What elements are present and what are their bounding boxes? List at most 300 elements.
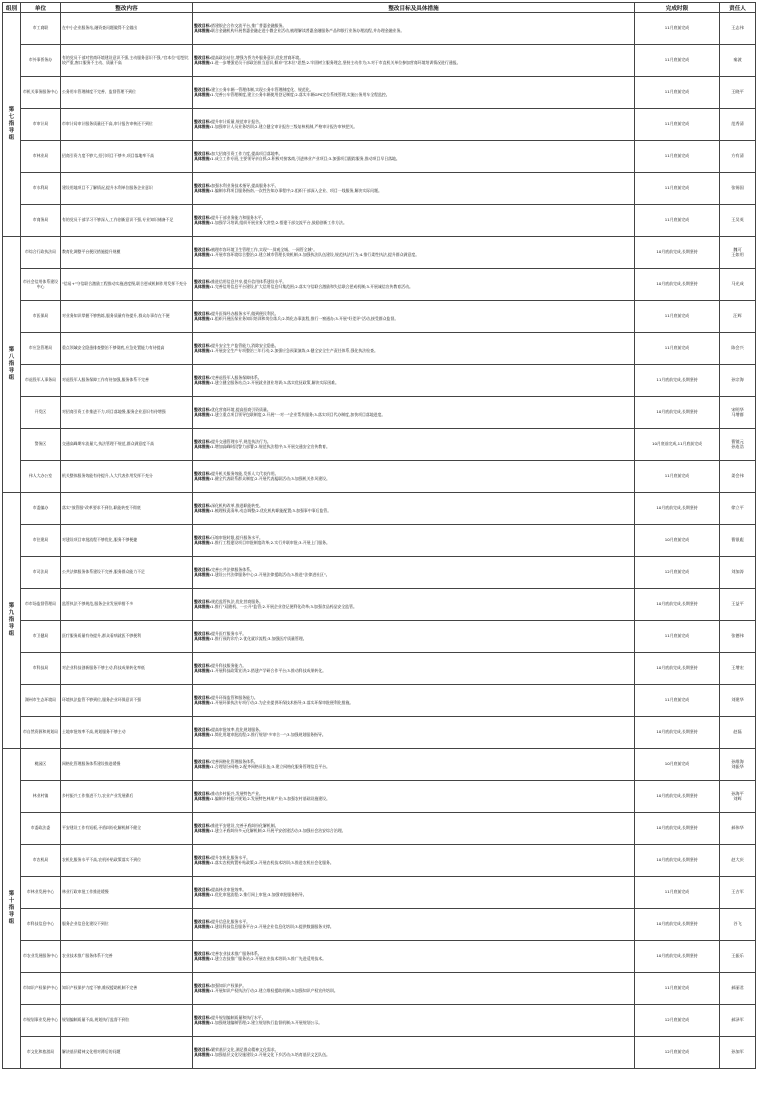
person-name: 汪辉 (733, 313, 742, 319)
content-cell: 乡村振兴工作推进不力,农业产业发展滞后 (61, 781, 193, 813)
unit-cell: 伟人大办公室 (21, 461, 61, 493)
table-row (3, 429, 756, 461)
table-row (3, 77, 756, 109)
goal-label: 整改目标: (194, 215, 212, 221)
measure-text: 1.建设公共法律服务中心;2.开展法律援助活动;3.推进"法律进社区"。 (211, 571, 330, 577)
person-name: 赵磊 (733, 729, 742, 735)
person-cell (720, 45, 756, 77)
measure-label: 具体措施: (194, 731, 212, 737)
measures-cell (193, 109, 635, 141)
goal-text: 梳理市容环境卫生管理工作,实现"一屏观全城、一网管全城"。 (211, 247, 318, 253)
person-name: 曹镜元 (731, 439, 744, 445)
goal-text: 加强知识产权保护。 (211, 983, 247, 989)
goal-text: 提升医疗服务水平。 (211, 631, 247, 637)
unit-cell: 市社会信用体系建设中心 (21, 269, 61, 301)
measure-label: 具体措施: (194, 827, 212, 833)
goal-label: 整改目标: (194, 951, 212, 957)
measure-text: 1.成立工作专班,主要领导亲自抓;2.积极对接客商,引进林业产业项目;3.加强项目跟踪服务,推动项目早日落地。 (211, 155, 400, 161)
unit-cell: 市外事侨务办 (21, 45, 61, 77)
unit-cell: 市科技信息中心 (21, 909, 61, 941)
time-cell: 10月底前完成,长期坚持 (635, 781, 720, 813)
content-cell: 对企业科技创新服务不够主动,科技成果转化率低 (61, 653, 193, 685)
person-name: 秦波 (733, 57, 742, 63)
table-row (3, 13, 756, 45)
person-name: 曹银彪 (731, 537, 744, 543)
unit-cell: 湖州市生态环境局 (21, 685, 61, 717)
measure-label: 具体措施: (194, 1051, 212, 1057)
time-cell: 10月底前完成 (635, 749, 720, 781)
unit-cell: 市市场监督管理局 (21, 589, 61, 621)
measures-cell (193, 333, 635, 365)
unit-cell: 市农业发展服务中心 (21, 941, 61, 973)
person-name: 刘加涛 (731, 569, 744, 575)
unit-cell: 市科技局 (21, 653, 61, 685)
goal-label: 整改目标: (194, 919, 212, 925)
person-name: 魏可 (733, 247, 742, 253)
measure-text: 1.建立矛盾纠纷多元化解机制;2.开展平安创建活动;3.加强社会治安综合治理。 (211, 827, 346, 833)
measure-text: 1.梳理权责清单,动态调整;2.优化机构职能配置;3.加强事中事后监管。 (211, 507, 332, 513)
goal-text: 完善网格化管理服务体系。 (211, 759, 258, 765)
unit-cell: 警务区 (21, 429, 61, 461)
measures-cell (193, 397, 635, 429)
goal-text: 提升交通管理水平,规范执法行为。 (211, 439, 271, 445)
table-row (3, 1037, 756, 1069)
person-name: 王晓平 (731, 89, 744, 95)
person-name: 谷飞 (733, 921, 742, 927)
unit-cell: 市林业局 (21, 141, 61, 173)
time-cell: 11月底前完成 (635, 45, 720, 77)
time-cell: 12月底前完成 (635, 557, 720, 589)
person-name: 王吴英 (731, 217, 744, 223)
content-cell: 公务用车管理制度不完善、监督管理不到位 (61, 77, 193, 109)
measure-label: 具体措施: (194, 443, 212, 449)
measures-cell (193, 13, 635, 45)
table-row (3, 45, 756, 77)
goal-text: 完善农业技术推广服务体系。 (211, 951, 262, 957)
person-name: 张德伟 (731, 633, 744, 639)
content-cell: 医疗服务质量有待提升,群众看病就医不够便利 (61, 621, 193, 653)
goal-text: 提升环保监管和服务能力。 (211, 695, 258, 701)
table-row (3, 653, 756, 685)
measure-text: 1.加强审计人员业务培训;2.建立健全审计报告三级复核机制,严格审计报告审核把关。 (211, 123, 358, 129)
measures-cell (193, 813, 635, 845)
rectification-table (2, 2, 756, 1069)
measure-label: 具体措施: (194, 283, 212, 289)
goal-label: 整改目标: (194, 535, 212, 541)
measure-text: 1.建立健全服务站点;2.开展就业创业培训;3.落实优抚政策,解决实际困难。 (211, 379, 339, 385)
measure-text: 1.建立重点项目领导包联制度;2.开展"一对一"企业帮扶服务;3.落实项目代办制度,加快项目落地进度。 (211, 411, 386, 417)
measure-label: 具体措施: (194, 891, 212, 897)
person-cell (720, 461, 756, 493)
person-name: 郝丽君 (731, 985, 744, 991)
header-group: 组别 (3, 3, 21, 13)
goal-label: 整改目标: (194, 695, 212, 701)
person-name: 王志伟 (731, 25, 744, 31)
person-cell (720, 365, 756, 397)
person-name: 宋明华 (731, 407, 744, 413)
content-cell: 对建设项目审批流程不够优化,服务不够便捷 (61, 525, 193, 557)
unit-cell: 市农机局 (21, 845, 61, 877)
measures-cell (193, 717, 635, 749)
measure-text: 1.完善信用信息平台建设,扩大信用信息归集范围;2.落实守信联合激励和失信联合惩戒机制;3.开展诚信宣传教育活动。 (211, 283, 413, 289)
goal-label: 整改目标: (194, 855, 212, 861)
person-name: 徐立平 (731, 505, 744, 511)
goal-text: 压缩审批时限,提升服务水平。 (211, 535, 263, 541)
unit-cell: 市住建局 (21, 525, 61, 557)
content-cell: 对招商引资工作推进不力,项目落地慢,服务企业意识有待增强 (61, 397, 193, 429)
person-cell (720, 909, 756, 941)
unit-cell: 市机关事务服务中心 (21, 77, 61, 109)
person-cell (720, 13, 756, 45)
goal-label: 整改目标: (194, 887, 212, 893)
measures-cell (193, 301, 635, 333)
time-cell: 11月底前完成 (635, 973, 720, 1005)
content-cell: 教育化调整平台便民措施提升规模 (61, 237, 193, 269)
measures-cell (193, 941, 635, 973)
measures-cell (193, 1005, 635, 1037)
measure-text: 1.进一步增强党员干部政治担当意识,摒弃"官本位"思想;2.牢固树立服务理念,坚持主动作为;3.对于市直机关单位参加营商环境培训情况进行通报。 (211, 59, 461, 65)
time-cell: 11月底前完成 (635, 461, 720, 493)
content-cell: 重点领域安全隐患排查整治不够彻底,应急处置能力有待提高 (61, 333, 193, 365)
goal-text: 提升规划编制质量和执行水平。 (211, 1015, 266, 1021)
measure-label: 具体措施: (194, 571, 212, 577)
time-cell: 10月底前完成,长期坚持 (635, 909, 720, 941)
table-row (3, 845, 756, 877)
table-row (3, 525, 756, 557)
measures-cell (193, 493, 635, 525)
measure-text: 1.组织开展医保业务知识培训和岗位练兵;2.简化办事流程,推行一窗通办;3.开展"好差评"活动,接受群众监督。 (211, 315, 399, 321)
measure-text: 1.合理划分网格;2.配齐网格员队伍;3.建立网格化服务管理信息平台。 (211, 763, 330, 769)
person-name: 马光成 (731, 281, 744, 287)
goal-text: 提升审计质量,规范审计报告。 (211, 119, 263, 125)
table-row (3, 141, 756, 173)
content-cell: 落实"放管服"改革要求不到位,职能转变不彻底 (61, 493, 193, 525)
goal-label: 整改目标: (194, 759, 212, 765)
goal-text: 提高审批效率,优化规划服务。 (211, 727, 263, 733)
person-cell (720, 845, 756, 877)
time-cell: 11月底前完成 (635, 77, 720, 109)
measure-label: 具体措施: (194, 635, 212, 641)
goal-label: 整改目标: (194, 151, 212, 157)
person-name-2: 马增群 (731, 411, 744, 417)
measures-cell (193, 877, 635, 909)
goal-label: 整改目标: (194, 407, 212, 413)
goal-text: 规范监管执法,优化营商服务。 (211, 599, 263, 605)
group-name: 第八指导组 (8, 347, 15, 381)
measures-cell (193, 557, 635, 589)
goal-label: 整改目标: (194, 247, 212, 253)
time-cell: 12月底前完成 (635, 1037, 720, 1069)
unit-cell: 市委编办 (21, 493, 61, 525)
person-cell (720, 621, 756, 653)
table-row (3, 109, 756, 141)
measures-cell (193, 45, 635, 77)
measures-cell (193, 653, 635, 685)
person-name: 孙维海 (731, 759, 744, 765)
measure-label: 具体措施: (194, 27, 212, 33)
measure-text: 1.开展环保执法专项行动;2.为企业提供环保技术指导;3.落实环保审批便利化措施。 (211, 699, 354, 705)
measures-cell (193, 685, 635, 717)
measure-label: 具体措施: (194, 667, 212, 673)
goal-label: 整改目标: (194, 471, 212, 477)
person-name-2: 刘辉 (733, 795, 742, 801)
table-row (3, 813, 756, 845)
content-cell: 在中小企业服务站,融资查问题做得不全做出 (61, 13, 193, 45)
measure-label: 具体措施: (194, 795, 212, 801)
person-cell (720, 589, 756, 621)
person-cell (720, 973, 756, 1005)
table-row (3, 1005, 756, 1037)
person-cell (720, 781, 756, 813)
content-cell: 解决基层精神文化相对滞后的问题 (61, 1037, 193, 1069)
measure-text: 1.开展安全生产专项整治三年行动;2.加强应急预案演练;3.健全安全生产责任体系,强化执法检查。 (211, 347, 378, 353)
measure-label: 具体措施: (194, 59, 212, 65)
goal-label: 整改目标: (194, 631, 212, 637)
goal-text: 推动乡村振兴,发展特色产业。 (211, 791, 263, 797)
header-time: 完成时限 (635, 3, 720, 13)
goal-label: 整改目标: (194, 1047, 212, 1053)
goal-text: 提升干部业务能力和服务水平。 (211, 215, 266, 221)
measure-text: 1.开展市容环境综合整治;2.建立城市管理长效机制;3.加强执法队伍建设,规范执法行为;4.推行柔性执法,提升群众满意度。 (211, 251, 420, 257)
time-cell: 11月底前完成 (635, 205, 720, 237)
unit-cell: 市退役军人事务局 (21, 365, 61, 397)
content-cell: 公共法律服务体系建设不完善,服务群众能力不足 (61, 557, 193, 589)
goal-label: 整改目标: (194, 727, 212, 733)
goal-text: 搭建银企合作交流平台,推广普惠金融服务。 (211, 23, 287, 29)
table-row (3, 237, 756, 269)
content-cell: 交通高峰期车流量大,执法管理不规范,群众满意度不高 (61, 429, 193, 461)
goal-label: 整改目标: (194, 343, 212, 349)
table-row (3, 493, 756, 525)
goal-text: 提升农机化服务水平。 (211, 855, 251, 861)
table-row (3, 621, 756, 653)
measure-text: 1.优化审批流程;2.推行网上审批;3.加强审批服务指导。 (211, 891, 307, 897)
measure-text: 1.简化用地审批流程;2.推行规划"多审合一";3.加强规划服务指导。 (211, 731, 326, 737)
goal-label: 整改目标: (194, 1015, 212, 1021)
goal-text: 繁荣基层文化,满足群众精神文化需求。 (211, 1047, 279, 1053)
goal-text: 深化机构改革,推进职能转变。 (211, 503, 263, 509)
unit-cell: 市综合行政执法局 (21, 237, 61, 269)
person-cell (720, 301, 756, 333)
person-name: 孙宗海 (731, 377, 744, 383)
goal-label: 整改目标: (194, 823, 212, 829)
measure-label: 具体措施: (194, 539, 212, 545)
time-cell: 11月底前完成 (635, 109, 720, 141)
person-name-2: 王如用 (731, 251, 744, 257)
measure-text: 1.编制乡村振兴规划;2.发展特色林果产业;3.加强农村基础设施建设。 (211, 795, 330, 801)
unit-cell: 市水利局 (21, 173, 61, 205)
measure-text: 1.编制水利项目服务指南,一次性告知办事程序;2.组织干部深入企业、项目一线服务,解决实际问题。 (211, 187, 382, 193)
unit-cell: 市林业发展中心 (21, 877, 61, 909)
measure-label: 具体措施: (194, 987, 212, 993)
measure-label: 具体措施: (194, 763, 212, 769)
time-cell: 10月底前完成,长期坚持 (635, 941, 720, 973)
measure-label: 具体措施: (194, 315, 212, 321)
time-cell: 11月底前完成 (635, 141, 720, 173)
goal-label: 整改目标: (194, 23, 212, 29)
unit-cell: 市司法局 (21, 557, 61, 589)
measures-cell (193, 621, 635, 653)
measures-cell (193, 973, 635, 1005)
measures-cell (193, 173, 635, 205)
unit-cell: 市工商联 (21, 13, 61, 45)
unit-cell: 市知识产权保护中心 (21, 973, 61, 1005)
person-name: 王增宏 (731, 665, 744, 671)
header-unit: 单位 (21, 3, 61, 13)
header-person: 责任人 (720, 3, 756, 13)
table-row (3, 205, 756, 237)
person-cell (720, 397, 756, 429)
goal-text: 提升安全生产监管能力,消除安全隐患。 (211, 343, 279, 349)
content-cell: 招商引资力度不够大,招引项目不够多,项目落地率不高 (61, 141, 193, 173)
measure-text: 1.建立农技推广服务站;2.开展农业技术培训;3.推广先进适用技术。 (211, 955, 327, 961)
measures-cell (193, 589, 635, 621)
table-body (3, 13, 756, 1069)
measure-text: 1.落实农机购置补贴政策;2.开展农机技术培训;3.推进农机社会化服务。 (211, 859, 334, 865)
content-cell: 建设用地项目不了解情况,提升水利单位服务企业意识 (61, 173, 193, 205)
person-name: 孙加军 (731, 1049, 744, 1055)
measures-cell (193, 429, 635, 461)
goal-label: 整改目标: (194, 311, 212, 317)
person-cell (720, 525, 756, 557)
person-cell (720, 1037, 756, 1069)
goal-label: 整改目标: (194, 599, 212, 605)
table-row (3, 301, 756, 333)
group-name: 第十指导组 (8, 891, 15, 925)
person-name: 范秀清 (731, 121, 744, 127)
measure-label: 具体措施: (194, 379, 212, 385)
content-cell: 有的党员干部对营商环境建设意识不强,主动服务意识不强,"官本位"思想比较严重,窗口服务不主动、质量不高 (61, 45, 193, 77)
content-cell: 农机化服务水平不高,农机补贴政策落实不到位 (61, 845, 193, 877)
person-name: 郝泽军 (731, 1017, 744, 1023)
unit-cell: 市医保局 (21, 301, 61, 333)
measure-label: 具体措施: (194, 123, 212, 129)
group-name: 第七指导组 (8, 107, 15, 141)
rectification-table-sheet (2, 2, 755, 1094)
time-cell: 11月底前完成 (635, 621, 720, 653)
content-cell: "信易+"守信联合激励工程推动实施进度慢,联合惩戒机制作用发挥不充分 (61, 269, 193, 301)
measure-text: 1.开展知识产权执法行动;2.建立维权援助机制;3.加强知识产权宣传培训。 (211, 987, 338, 993)
person-cell (720, 941, 756, 973)
time-cell: 12月底前完成 (635, 1005, 720, 1037)
measure-label: 具体措施: (194, 1019, 212, 1025)
person-cell (720, 717, 756, 749)
goal-text: 加大招商引资工作力度,提高项目落地率。 (211, 151, 283, 157)
goal-text: 提升医保经办服务水平,做到便民利民。 (211, 311, 279, 317)
goal-label: 整改目标: (194, 279, 212, 285)
measure-label: 具体措施: (194, 923, 212, 929)
measures-cell (193, 365, 635, 397)
group-cell (3, 13, 21, 237)
measures-cell (193, 269, 635, 301)
header-content: 整改内容 (61, 3, 193, 13)
goal-text: 建立公务车辆一管理体制,实现公务车管理制度化、规范化。 (211, 87, 314, 93)
unit-cell: 市自然资源和规划局 (21, 717, 61, 749)
measures-cell (193, 237, 635, 269)
goal-label: 整改目标: (194, 375, 212, 381)
table-row (3, 461, 756, 493)
table-row (3, 397, 756, 429)
table-row (3, 717, 756, 749)
goal-text: 提高林业审批效率。 (211, 887, 247, 893)
content-cell: 环境执法监管不够到位,服务企业环保意识不强 (61, 685, 193, 717)
goal-text: 提升科技服务能力。 (211, 663, 247, 669)
table-row (3, 685, 756, 717)
measure-label: 具体措施: (194, 507, 212, 513)
person-cell (720, 269, 756, 301)
unit-cell: 市卫健局 (21, 621, 61, 653)
goal-label: 整改目标: (194, 663, 212, 669)
measure-label: 具体措施: (194, 475, 212, 481)
time-cell: 11月底前完成 (635, 877, 720, 909)
table-row (3, 269, 756, 301)
person-cell (720, 429, 756, 461)
measure-label: 具体措施: (194, 347, 212, 353)
person-cell (720, 877, 756, 909)
time-cell: 11月底前完成 (635, 13, 720, 45)
unit-cell: 市应急管理局 (21, 333, 61, 365)
person-name: 方有清 (731, 153, 744, 159)
measure-text: 1.建设科技信息服务平台;2.开展企业信息化培训;3.提供数据服务支撑。 (211, 923, 334, 929)
time-cell: 11月底前完成 (635, 685, 720, 717)
table-row (3, 589, 756, 621)
person-cell (720, 749, 756, 781)
unit-cell: 市规划事业发展中心 (21, 1005, 61, 1037)
person-name-2: 孙连浩 (731, 443, 744, 449)
measure-text: 1.开展科技政策宣讲;2.搭建产学研合作平台;3.推动科技成果转化。 (211, 667, 327, 673)
time-cell: 10月底前完成 (635, 525, 720, 557)
measures-cell (193, 461, 635, 493)
unit-cell: 市审计局 (21, 109, 61, 141)
measure-text: 1.加强学习培训,组织开展业务大讲堂;2.搭建干部交流平台,鼓励创新工作方法。 (211, 219, 347, 225)
person-cell (720, 109, 756, 141)
time-cell: 11月底前完成 (635, 301, 720, 333)
measure-label: 具体措施: (194, 411, 212, 417)
content-cell: 对退役军人服务保障工作有待加强,服务体系不完善 (61, 365, 193, 397)
time-cell: 10月底前完成,长期坚持 (635, 589, 720, 621)
measure-text: 1.推行"双随机、一公开"监管;2.开展企业登记便利化改革;3.加强食品药品安全监管。 (211, 603, 357, 609)
table-row (3, 941, 756, 973)
unit-cell: 开发区 (21, 397, 61, 429)
content-cell: 网格化管理服务体系建设推进缓慢 (61, 749, 193, 781)
measures-cell (193, 525, 635, 557)
person-cell (720, 77, 756, 109)
time-cell: 10月底前完成,长期坚持 (635, 845, 720, 877)
goal-label: 整改目标: (194, 119, 212, 125)
measure-text: 1.推行预约诊疗;2.优化就诊流程;3.加强医疗质量管理。 (211, 635, 307, 641)
person-cell (720, 333, 756, 365)
goal-text: 提高政治站位,增强为侨为外服务意识,优化营商环境。 (211, 55, 304, 61)
table-row (3, 781, 756, 813)
measures-cell (193, 141, 635, 173)
time-cell: 10月底前完成,长期坚持 (635, 813, 720, 845)
content-cell: 知识产权保护力度不够,维权援助机制不完善 (61, 973, 193, 1005)
content-cell: 规划编制质量不高,规划执行监督不到位 (61, 1005, 193, 1037)
measures-cell (193, 205, 635, 237)
measure-label: 具体措施: (194, 955, 212, 961)
person-name-2: 刘振华 (731, 763, 744, 769)
unit-cell: 市委政法委 (21, 813, 61, 845)
header-measures: 整改目标及具体措施 (193, 3, 635, 13)
unit-cell: 市文化和旅游局 (21, 1037, 61, 1069)
goal-label: 整改目标: (194, 791, 212, 797)
person-name: 刘建华 (731, 697, 744, 703)
person-name: 张锡国 (731, 185, 744, 191)
measures-cell (193, 909, 635, 941)
person-name: 王吉军 (731, 889, 744, 895)
time-cell: 10月底前完成,长期坚持 (635, 237, 720, 269)
person-name: 赵大庆 (731, 857, 744, 863)
